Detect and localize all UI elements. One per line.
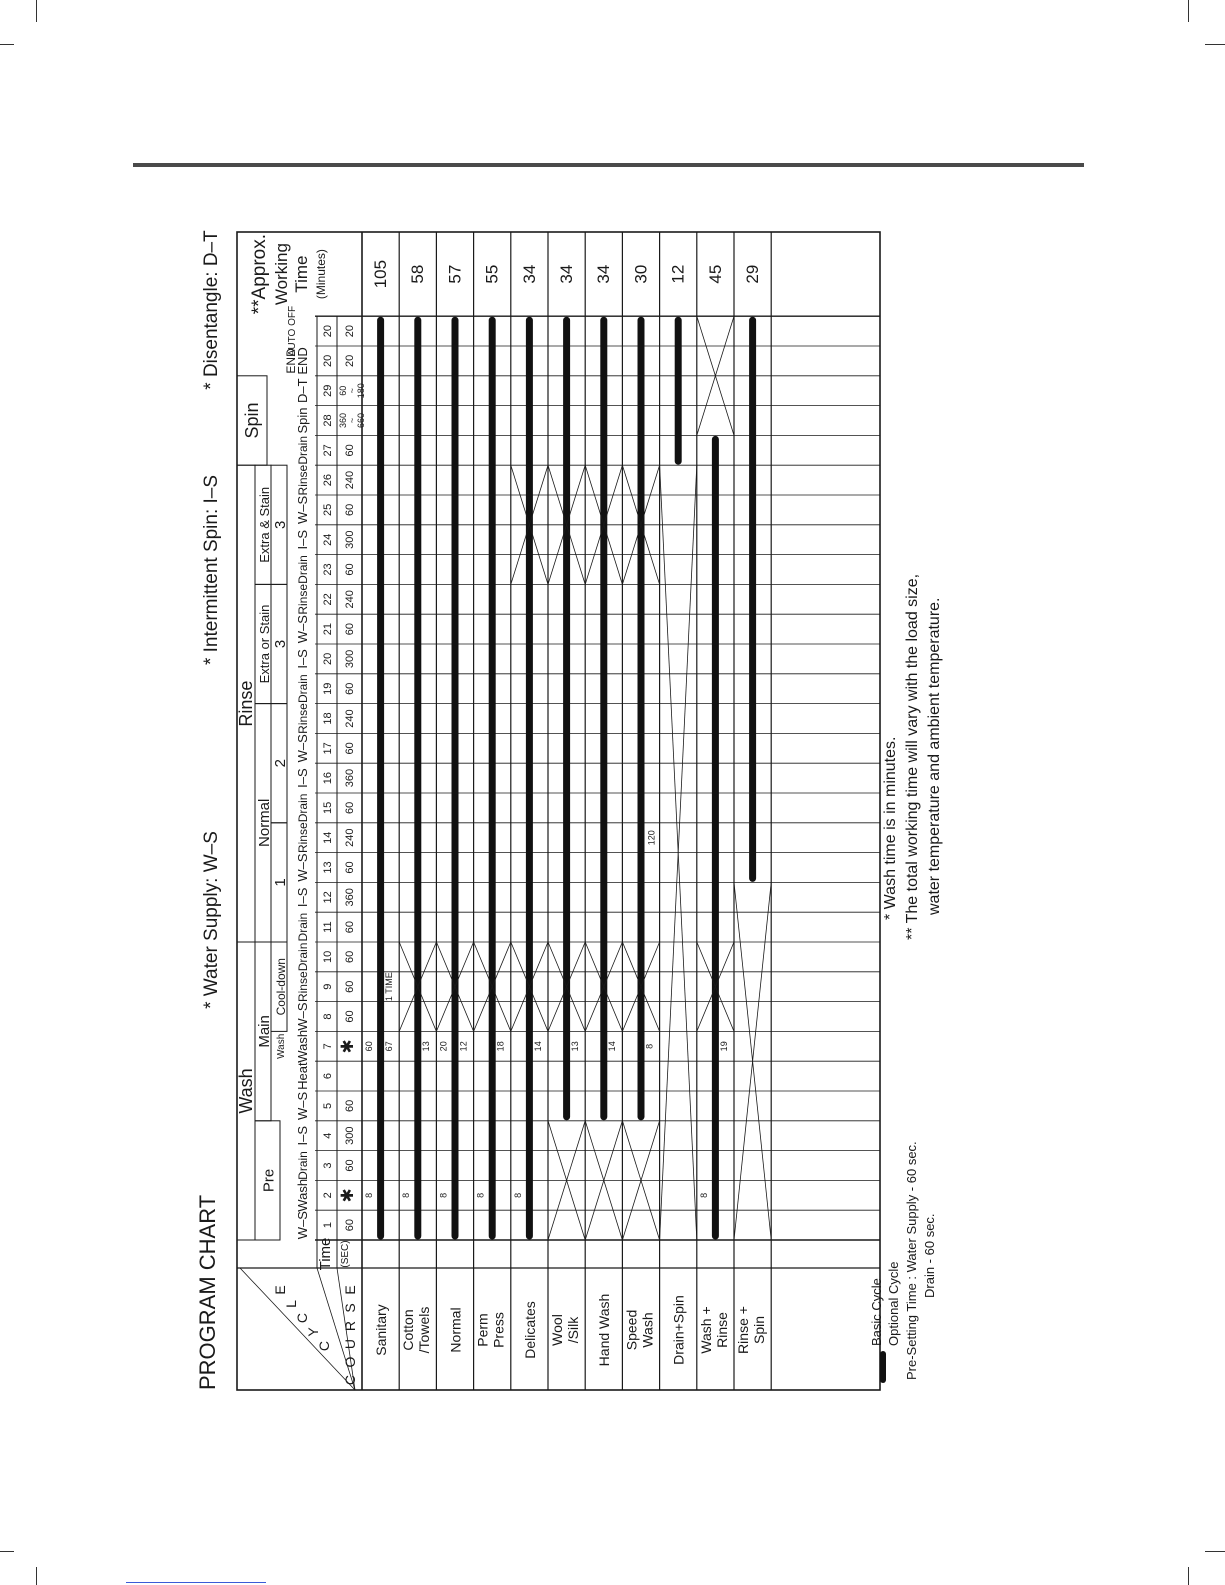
course-minutes: 55 bbox=[482, 264, 502, 284]
step-label: Rinse bbox=[296, 822, 310, 854]
corner-cycle-letter: C bbox=[316, 1340, 332, 1352]
corner-course-letter: S bbox=[342, 1303, 358, 1313]
course-minutes: 30 bbox=[631, 264, 651, 284]
step-label: W–S bbox=[295, 853, 310, 882]
group-cool-down: Cool-down bbox=[274, 958, 288, 1016]
step-number: 4 bbox=[322, 1132, 334, 1139]
main-wash-time: 13 bbox=[570, 1041, 580, 1052]
step-number: 2 bbox=[322, 1192, 334, 1199]
course-label: Sanitary bbox=[373, 1304, 389, 1356]
group-auto-off: AUTO OFF bbox=[287, 305, 298, 357]
footnote-wash-time: * Wash time is in minutes. bbox=[882, 736, 899, 920]
step-label: Rinse bbox=[296, 703, 310, 734]
step-label: Spin bbox=[295, 407, 310, 434]
approx-line2: Working bbox=[272, 243, 291, 306]
group-rinse: Rinse bbox=[236, 680, 256, 727]
chart-title: PROGRAM CHART bbox=[195, 1194, 220, 1390]
corner-diagonal bbox=[240, 1268, 355, 1390]
course-label: /Towels bbox=[416, 1306, 433, 1354]
step-time: 60 bbox=[344, 950, 356, 964]
group-main-wash: Wash bbox=[276, 1033, 287, 1059]
course-label: Wool bbox=[549, 1314, 565, 1346]
step-time: 240 bbox=[344, 709, 356, 728]
course-minutes: 105 bbox=[371, 259, 390, 289]
step-number: 5 bbox=[322, 1102, 334, 1109]
step-time: 360 bbox=[344, 888, 356, 907]
time-label: Time bbox=[317, 1237, 334, 1271]
footnote-total-time-1: ** The total working time will vary with the load size, bbox=[904, 573, 921, 940]
step-number: 15 bbox=[322, 801, 334, 815]
step-time: 60 bbox=[344, 861, 356, 874]
main-wash-time: 13 bbox=[421, 1041, 432, 1052]
step-time: 240 bbox=[344, 590, 356, 609]
step-number: 3 bbox=[322, 1162, 334, 1169]
main-wash-time: 14 bbox=[532, 1041, 543, 1052]
crop-mark-br-v bbox=[1188, 1567, 1189, 1585]
legend-presetting-drain: Drain - 60 sec. bbox=[922, 1213, 937, 1298]
step-number: 22 bbox=[322, 593, 334, 606]
group-rinse-3a: 3 bbox=[272, 639, 289, 649]
course-minutes: 29 bbox=[743, 264, 762, 284]
step-time: 60 bbox=[344, 1159, 356, 1172]
crop-mark-tr-h bbox=[1205, 44, 1225, 45]
step-time: ✱ bbox=[338, 1188, 357, 1203]
step-time: 180 bbox=[356, 383, 366, 399]
step-time: 300 bbox=[344, 649, 356, 669]
corner-cycle-letter: E bbox=[272, 1285, 288, 1295]
step-label: D–T bbox=[295, 378, 310, 403]
rinse-time: 120 bbox=[646, 830, 657, 846]
note-disentangle: * Disentangle: D–T bbox=[201, 230, 222, 390]
corner-course-letter: R bbox=[342, 1320, 358, 1332]
step-label: Drain bbox=[296, 674, 310, 704]
step-number: 11 bbox=[322, 921, 334, 933]
step-time: 60 bbox=[344, 622, 356, 636]
corner-cycle-letter: C bbox=[294, 1312, 310, 1324]
step-number: 6 bbox=[322, 1073, 334, 1080]
course-label: Wash + bbox=[697, 1306, 714, 1354]
step-label: I–S bbox=[295, 529, 310, 550]
pre-wash-time: 8 bbox=[512, 1192, 523, 1198]
corner-course-letter: O bbox=[342, 1356, 358, 1368]
step-time: ~ bbox=[347, 388, 357, 394]
course-label: Normal bbox=[447, 1307, 464, 1353]
step-label: W–S bbox=[295, 1211, 310, 1240]
step-label: Wash bbox=[295, 1029, 310, 1063]
step-number: 28 bbox=[322, 414, 334, 427]
step-time: 60 bbox=[344, 682, 356, 695]
step-number: 21 bbox=[322, 622, 334, 636]
approx-line4: (Minutes) bbox=[314, 249, 328, 300]
main-wash-time: 12 bbox=[458, 1041, 469, 1052]
step-label: Heat bbox=[295, 1062, 310, 1090]
crop-mark-tl-v bbox=[36, 0, 37, 22]
step-time: 360 bbox=[344, 768, 356, 788]
corner-course-letter: E bbox=[342, 1285, 358, 1295]
crop-mark-bl-v bbox=[36, 1567, 37, 1585]
step-time: 60 bbox=[344, 503, 356, 517]
footer-link-underline bbox=[126, 1582, 266, 1583]
course-label: Spin bbox=[751, 1315, 767, 1345]
pre-wash-time: 8 bbox=[475, 1192, 486, 1198]
step-time: 60 bbox=[344, 444, 356, 457]
approx-line1: **Approx. bbox=[249, 233, 270, 315]
step-time: 240 bbox=[344, 828, 356, 847]
step-number: 7 bbox=[322, 1043, 334, 1050]
step-number: 17 bbox=[322, 742, 334, 755]
step-label: Rinse bbox=[296, 464, 310, 496]
pre-wash-time: 8 bbox=[438, 1192, 449, 1198]
crop-mark-tr-v bbox=[1188, 0, 1189, 22]
main-wash-time-top: 60 bbox=[364, 1041, 374, 1052]
step-number: 26 bbox=[322, 473, 334, 487]
step-time: 60 bbox=[344, 742, 356, 755]
group-pre: Pre bbox=[260, 1168, 278, 1193]
crop-mark-br-h bbox=[1205, 1551, 1225, 1552]
step-number: 24 bbox=[322, 533, 334, 546]
step-number: 12 bbox=[322, 891, 334, 904]
program-chart bbox=[195, 230, 943, 1390]
step-label: Drain bbox=[296, 1151, 310, 1180]
step-time: 660 bbox=[356, 412, 366, 429]
step-number: 19 bbox=[322, 682, 334, 695]
course-minutes: 45 bbox=[705, 264, 725, 284]
course-label: Delicates bbox=[521, 1301, 538, 1359]
step-number: 29 bbox=[322, 384, 334, 397]
group-normal: Normal bbox=[256, 798, 273, 847]
main-wash-time: 18 bbox=[495, 1041, 506, 1052]
approx-line3: Time bbox=[292, 255, 311, 293]
step-time: 300 bbox=[344, 530, 356, 549]
main-wash-time: 8 bbox=[644, 1043, 655, 1049]
group-rinse-3b: 3 bbox=[272, 520, 289, 529]
course-label: Rinse + bbox=[735, 1306, 751, 1354]
course-minutes: 58 bbox=[408, 264, 428, 284]
course-label: Rinse bbox=[713, 1312, 730, 1348]
step-number: 1 bbox=[322, 1222, 334, 1229]
step-time: 60 bbox=[344, 1218, 356, 1232]
step-label: W–S bbox=[295, 1091, 310, 1120]
group-spin: Spin bbox=[242, 402, 262, 439]
course-label: Wash bbox=[639, 1312, 656, 1348]
step-time: 60 bbox=[344, 801, 356, 815]
step-time: 60 bbox=[338, 385, 348, 396]
step-label: Drain bbox=[296, 942, 310, 972]
header-rule bbox=[133, 163, 1084, 167]
group-main: Main bbox=[256, 1015, 273, 1048]
step-number: 20 bbox=[322, 324, 334, 338]
corner-cycle-letter: L bbox=[283, 1300, 299, 1308]
crop-mark-tl-h bbox=[0, 44, 14, 45]
group-extra-or-stain: Extra or Stain bbox=[257, 604, 272, 684]
corner-course-letter: U bbox=[342, 1338, 358, 1350]
note-water-supply: * Water Supply: W–S bbox=[201, 831, 222, 1009]
step-number: 10 bbox=[322, 950, 334, 964]
pre-wash-time: 8 bbox=[698, 1192, 709, 1198]
step-time: 60 bbox=[344, 1099, 356, 1113]
step-label: W–S bbox=[295, 734, 310, 763]
main-wash-time: 19 bbox=[718, 1041, 729, 1052]
note-intermittent-spin: * Intermittent Spin: I–S bbox=[201, 474, 222, 666]
pre-wash-time: 8 bbox=[401, 1192, 412, 1198]
step-label: I–S bbox=[295, 887, 310, 908]
course-minutes: 34 bbox=[594, 264, 614, 284]
step-label: Drain bbox=[296, 793, 310, 823]
step-label: I–S bbox=[295, 768, 310, 788]
step-time: 240 bbox=[344, 470, 356, 490]
course-label: Drain+Spin bbox=[670, 1295, 687, 1365]
step-time: 20 bbox=[344, 354, 356, 368]
main-wash-time: 67 bbox=[384, 1041, 394, 1052]
legend-basic-label: Basic Cycle bbox=[869, 1278, 884, 1346]
crop-mark-bl-h bbox=[0, 1551, 14, 1552]
step-label: Drain bbox=[296, 555, 310, 584]
step-time: 300 bbox=[344, 1126, 356, 1145]
step-number: 14 bbox=[322, 831, 334, 844]
step-number: 13 bbox=[322, 861, 334, 874]
program-chart-svg bbox=[195, 230, 943, 1390]
step-label: END bbox=[295, 347, 310, 375]
step-label: Drain bbox=[296, 435, 310, 465]
step-number: 8 bbox=[322, 1013, 334, 1020]
step-label: Rinse bbox=[296, 583, 310, 615]
step-number: 25 bbox=[322, 503, 334, 517]
course-minutes: 57 bbox=[445, 264, 465, 284]
step-label: W–S bbox=[295, 1002, 310, 1031]
step-label: Rinse bbox=[296, 971, 310, 1003]
step-number: 23 bbox=[322, 563, 334, 576]
step-time: 60 bbox=[344, 980, 356, 993]
step-time: 60 bbox=[344, 1010, 356, 1023]
step-label: I–S bbox=[295, 649, 310, 669]
corner-course-letter: C bbox=[342, 1374, 358, 1386]
step-time: 60 bbox=[344, 920, 356, 934]
pre-wash-time: 8 bbox=[364, 1192, 374, 1198]
legend-optional-label: Optional Cycle bbox=[886, 1261, 901, 1346]
step-time: 360 bbox=[338, 412, 348, 429]
step-label: W–S bbox=[295, 615, 310, 644]
corner-cycle-letter: Y bbox=[305, 1327, 321, 1337]
step-number: 20 bbox=[322, 652, 334, 666]
footnote-total-time-2: water temperature and ambient temperature. bbox=[926, 597, 943, 915]
main-wash-time: 14 bbox=[607, 1041, 618, 1052]
course-minutes: 12 bbox=[668, 264, 688, 284]
step-number: 9 bbox=[322, 983, 334, 990]
course-label: Cotton bbox=[400, 1309, 417, 1351]
group-rinse-2: 2 bbox=[272, 759, 289, 768]
group-extra-and-stain: Extra & Stain bbox=[257, 486, 272, 563]
course-label: Speed bbox=[623, 1309, 640, 1351]
step-number: 20 bbox=[322, 354, 334, 368]
course-label: Press bbox=[490, 1312, 507, 1348]
course-label: /Silk bbox=[565, 1316, 581, 1344]
step-label: Wash bbox=[295, 1178, 310, 1212]
course-label: Hand Wash bbox=[596, 1293, 613, 1367]
step-number: 16 bbox=[322, 771, 334, 785]
group-rinse-1: 1 bbox=[272, 878, 289, 887]
time-unit: (SEC) bbox=[340, 1240, 351, 1268]
step-time: 20 bbox=[344, 324, 356, 338]
group-end: END bbox=[284, 348, 298, 374]
step-number: 18 bbox=[322, 712, 334, 725]
step-label: W–S bbox=[295, 495, 310, 524]
legend-presetting: Pre-Setting Time : Water Supply - 60 sec. bbox=[904, 1141, 919, 1380]
main-wash-time-top: 20 bbox=[438, 1041, 449, 1052]
cool-down-times: 1 TIME bbox=[384, 972, 394, 1002]
step-label: I–S bbox=[295, 1125, 310, 1146]
course-label: Perm bbox=[474, 1313, 491, 1347]
step-time: 60 bbox=[344, 563, 356, 576]
step-time: ~ bbox=[347, 417, 357, 424]
group-wash: Wash bbox=[236, 1068, 256, 1114]
course-minutes: 34 bbox=[519, 264, 539, 284]
step-time: ✱ bbox=[338, 1039, 357, 1054]
step-label: Drain bbox=[296, 912, 310, 942]
course-minutes: 34 bbox=[557, 264, 576, 284]
step-number: 27 bbox=[322, 444, 334, 457]
